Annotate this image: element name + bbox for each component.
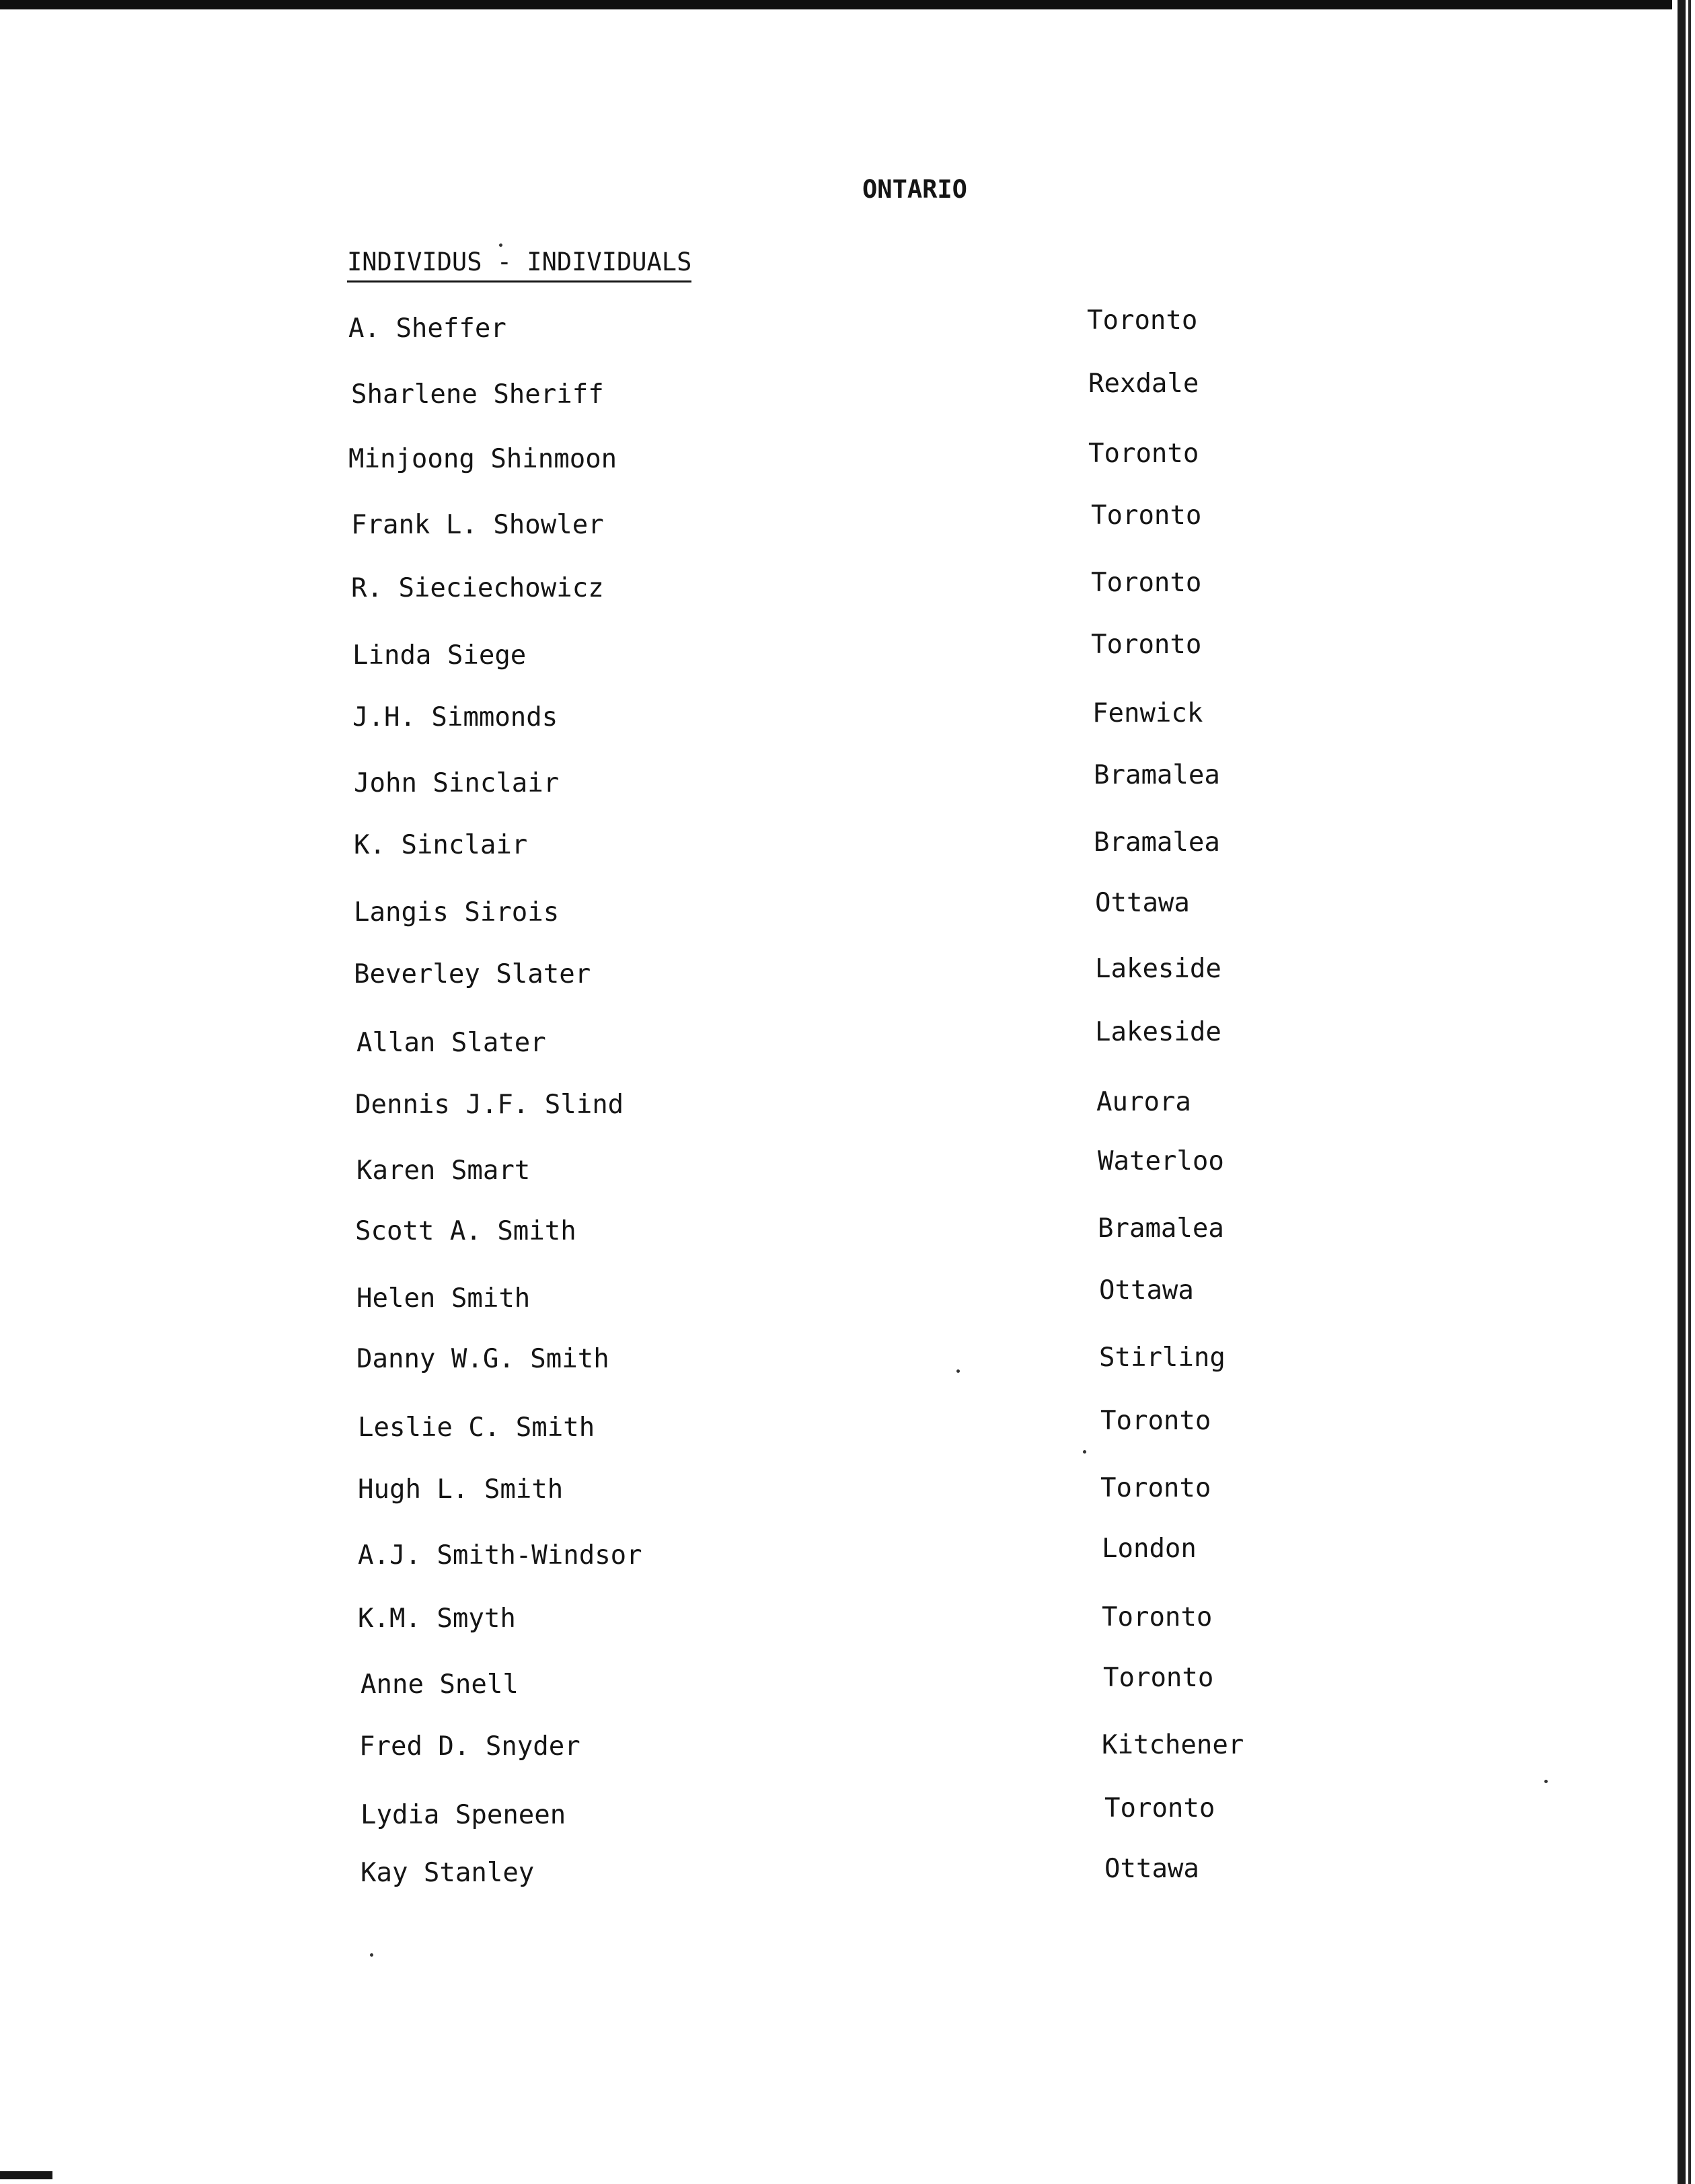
section-heading: INDIVIDUS - INDIVIDUALS bbox=[347, 248, 691, 283]
scan-speck bbox=[1083, 1450, 1086, 1454]
entry-name: Dennis J.F. Slind bbox=[355, 1090, 624, 1120]
entry-city: Ottawa bbox=[1104, 1854, 1199, 1884]
entry-city: Ottawa bbox=[1095, 888, 1190, 918]
entry-name: Beverley Slater bbox=[354, 959, 591, 989]
entry-name: Frank L. Showler bbox=[351, 510, 604, 540]
entry-city: Toronto bbox=[1102, 1602, 1213, 1632]
entry-city: Toronto bbox=[1088, 439, 1199, 469]
entry-name: Lydia Speneen bbox=[361, 1800, 566, 1830]
entry-city: Toronto bbox=[1104, 1793, 1215, 1823]
entry-city: Bramalea bbox=[1094, 827, 1220, 858]
page-title: ONTARIO bbox=[862, 175, 967, 204]
entry-name: Helen Smith bbox=[356, 1283, 531, 1314]
entry-city: Lakeside bbox=[1095, 954, 1221, 984]
entry-city: Toronto bbox=[1100, 1473, 1211, 1503]
entry-city: Rexdale bbox=[1088, 369, 1199, 399]
entry-city: Bramalea bbox=[1094, 760, 1220, 790]
entry-city: Waterloo bbox=[1098, 1146, 1224, 1176]
scan-right-edge bbox=[1672, 0, 1695, 2184]
entry-name: Anne Snell bbox=[361, 1669, 519, 1700]
entry-name: Fred D. Snyder bbox=[359, 1731, 580, 1762]
entry-name: A. Sheffer bbox=[348, 313, 506, 344]
entry-city: Toronto bbox=[1091, 630, 1202, 660]
scan-speck bbox=[1544, 1780, 1548, 1783]
entry-city: Toronto bbox=[1103, 1663, 1214, 1693]
entry-name: Kay Stanley bbox=[361, 1858, 535, 1888]
entry-city: Toronto bbox=[1100, 1406, 1211, 1436]
entry-name: John Sinclair bbox=[354, 768, 560, 798]
scan-speck bbox=[956, 1369, 960, 1373]
entry-name: A.J. Smith-Windsor bbox=[358, 1540, 642, 1571]
entry-city: Ottawa bbox=[1099, 1275, 1194, 1306]
scan-speck bbox=[499, 243, 502, 247]
entry-name: J.H. Simmonds bbox=[352, 702, 558, 732]
entry-name: Sharlene Sheriff bbox=[351, 379, 604, 410]
entry-city: Aurora bbox=[1096, 1087, 1191, 1117]
entry-name: R. Sieciechowicz bbox=[351, 573, 604, 603]
entry-name: Langis Sirois bbox=[354, 897, 560, 928]
entry-name: Leslie C. Smith bbox=[358, 1413, 595, 1443]
entry-name: Allan Slater bbox=[356, 1028, 546, 1058]
entry-city: Lakeside bbox=[1095, 1017, 1221, 1047]
scan-speck bbox=[370, 1953, 373, 1957]
entry-city: Toronto bbox=[1091, 500, 1202, 531]
entry-city: Fenwick bbox=[1092, 698, 1203, 728]
entry-name: Linda Siege bbox=[352, 640, 527, 671]
scan-top-edge bbox=[0, 0, 1695, 9]
entry-name: Danny W.G. Smith bbox=[356, 1344, 609, 1374]
entry-city: Toronto bbox=[1091, 568, 1202, 598]
entry-name: Hugh L. Smith bbox=[358, 1474, 564, 1505]
entry-city: Bramalea bbox=[1098, 1213, 1224, 1244]
entry-name: Minjoong Shinmoon bbox=[348, 444, 617, 474]
entry-name: K. Sinclair bbox=[354, 830, 528, 860]
entry-city: London bbox=[1102, 1534, 1197, 1564]
entry-city: Kitchener bbox=[1102, 1730, 1244, 1760]
scan-corner-mark bbox=[0, 2171, 52, 2179]
entry-name: Scott A. Smith bbox=[355, 1216, 576, 1246]
entry-name: K.M. Smyth bbox=[358, 1604, 516, 1634]
entry-name: Karen Smart bbox=[356, 1156, 531, 1186]
entry-city: Stirling bbox=[1099, 1343, 1226, 1373]
entry-city: Toronto bbox=[1087, 305, 1198, 336]
